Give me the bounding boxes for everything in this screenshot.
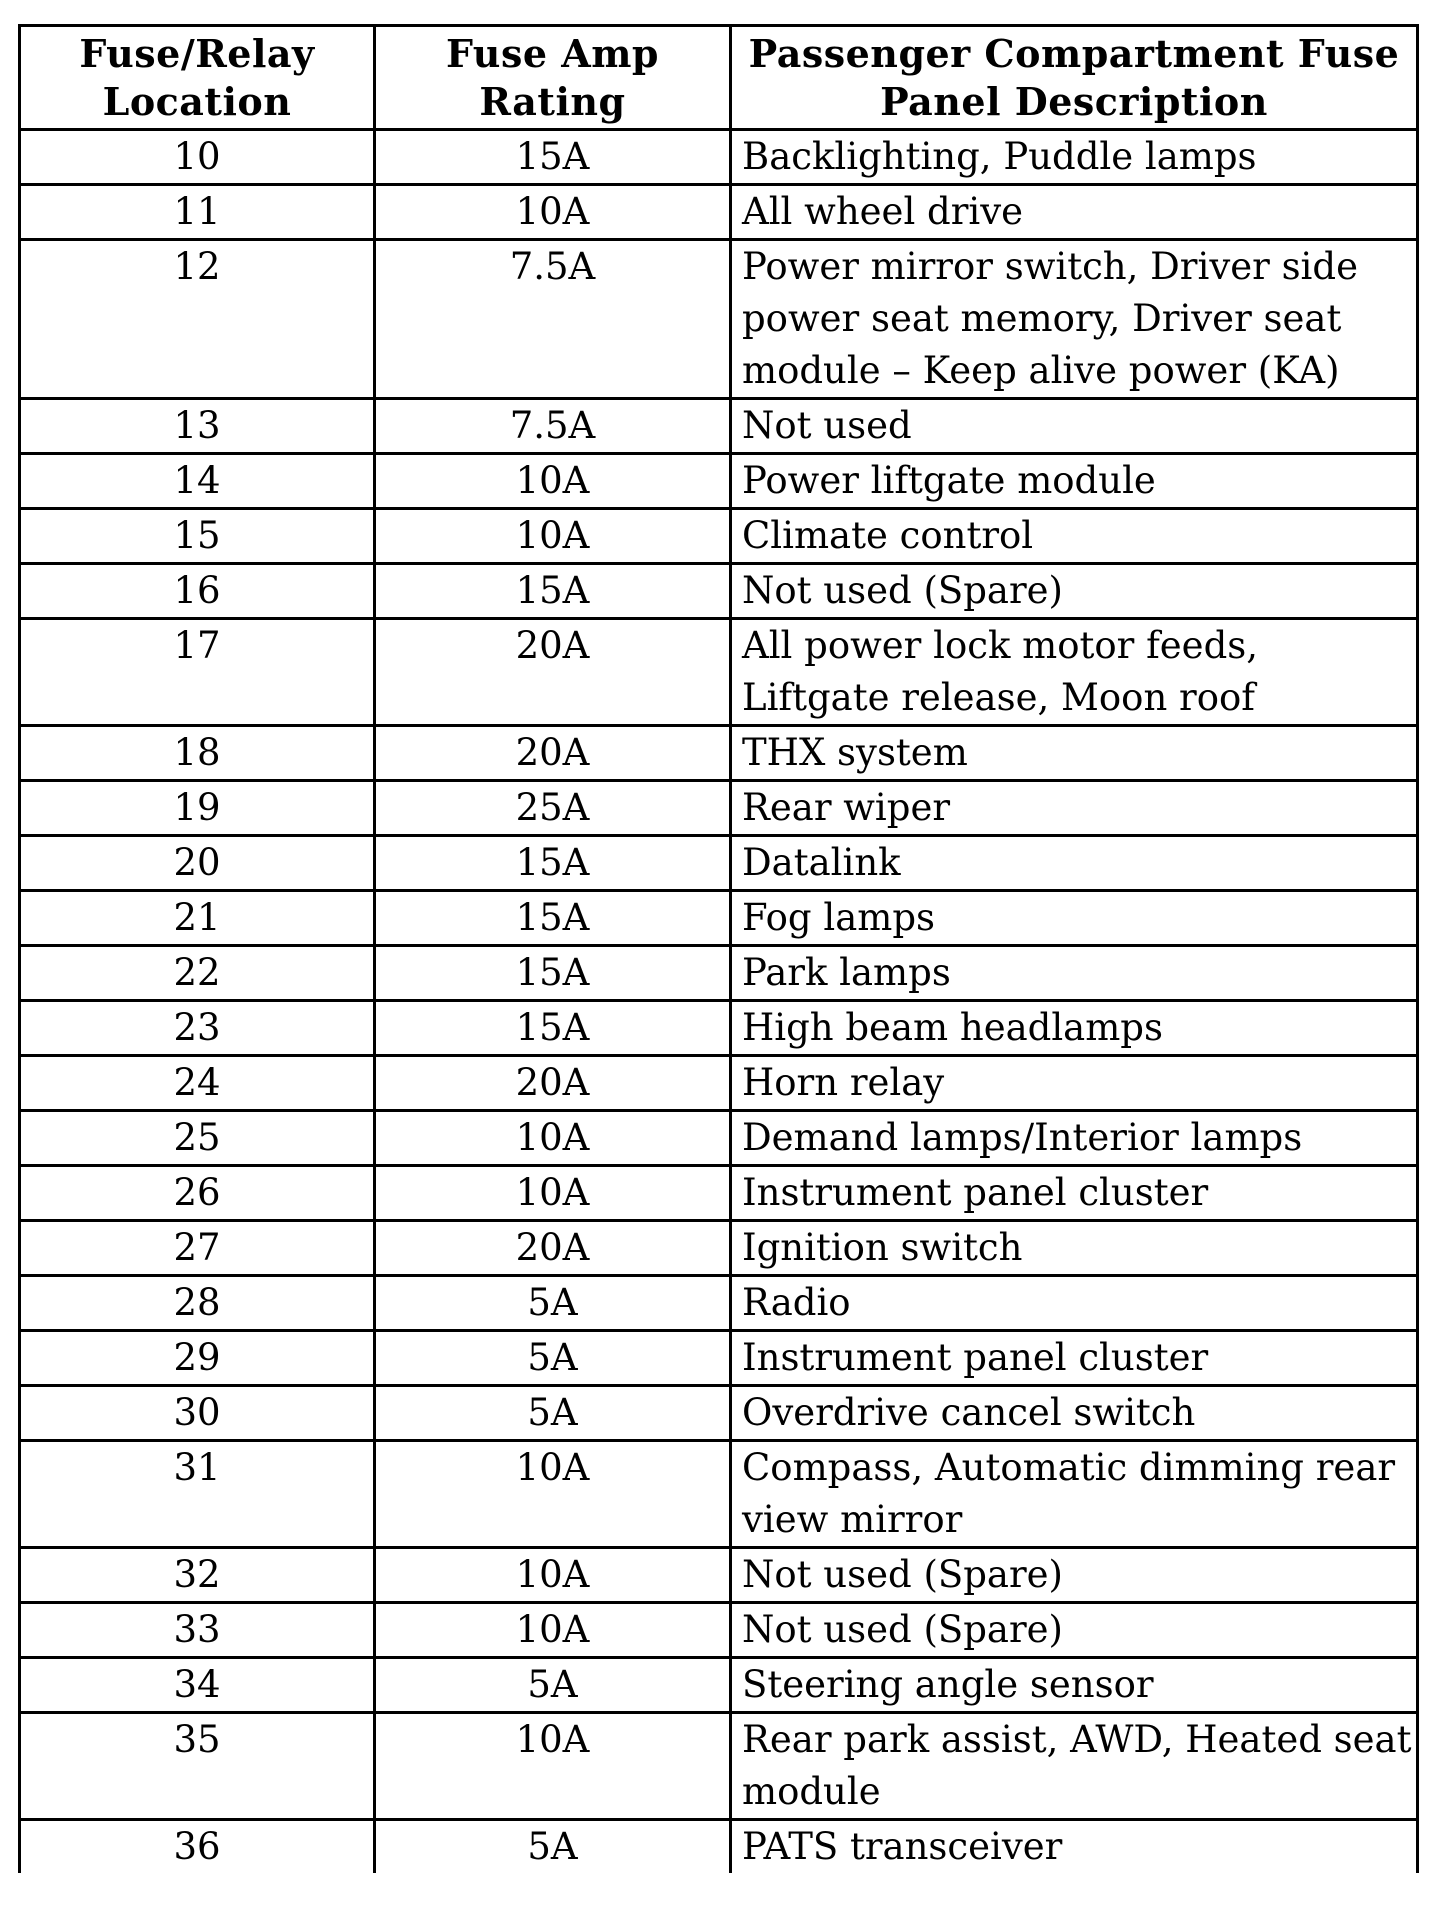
description-cell: Not used: [731, 399, 1418, 454]
description-cell: High beam headlamps: [731, 1001, 1418, 1056]
table-row: [20, 836, 1418, 891]
fuse-location-cell: 20: [20, 836, 375, 891]
description-cell: Climate control: [731, 509, 1418, 564]
description-cell: Datalink: [731, 836, 1418, 891]
description-cell: Overdrive cancel switch: [731, 1386, 1418, 1441]
fuse-location-cell: 28: [20, 1276, 375, 1331]
fuse-location-cell: 36: [20, 1820, 375, 1874]
fuse-location-cell: 26: [20, 1166, 375, 1221]
amp-rating-cell: 10A: [375, 1111, 731, 1166]
amp-rating-cell: 15A: [375, 836, 731, 891]
description-cell: Compass, Automatic dimming rear view mirror: [731, 1441, 1418, 1548]
description-cell: Demand lamps/Interior lamps: [731, 1111, 1418, 1166]
amp-rating-cell: 10A: [375, 509, 731, 564]
amp-rating-cell: 20A: [375, 619, 731, 726]
table-row: [20, 1001, 1418, 1056]
description-cell: Rear park assist, AWD, Heated seat module: [731, 1713, 1418, 1820]
amp-rating-cell: 5A: [375, 1658, 731, 1713]
fuse-location-cell: 13: [20, 399, 375, 454]
description-cell: THX system: [731, 726, 1418, 781]
description-cell: Not used (Spare): [731, 1603, 1418, 1658]
amp-rating-cell: 10A: [375, 454, 731, 509]
fuse-location-cell: 34: [20, 1658, 375, 1713]
amp-rating-cell: 5A: [375, 1331, 731, 1386]
description-cell: PATS transceiver: [731, 1820, 1418, 1874]
fuse-location-cell: 19: [20, 781, 375, 836]
header-amp-rating: Fuse Amp Rating: [375, 26, 731, 130]
fuse-location-cell: 23: [20, 1001, 375, 1056]
table-row: [20, 1441, 1418, 1548]
amp-rating-cell: 15A: [375, 1001, 731, 1056]
amp-rating-cell: 10A: [375, 185, 731, 240]
fuse-location-cell: 11: [20, 185, 375, 240]
description-cell: Instrument panel cluster: [731, 1166, 1418, 1221]
amp-rating-cell: 10A: [375, 1713, 731, 1820]
fuse-location-cell: 35: [20, 1713, 375, 1820]
table-row: [20, 1603, 1418, 1658]
table-row: [20, 891, 1418, 946]
table-row: [20, 564, 1418, 619]
header-row: [20, 26, 1418, 130]
amp-rating-cell: 5A: [375, 1820, 731, 1874]
table-row: [20, 1548, 1418, 1603]
fuse-location-cell: 22: [20, 946, 375, 1001]
fuse-location-cell: 24: [20, 1056, 375, 1111]
table-row: [20, 781, 1418, 836]
header-location: Fuse/Relay Location: [20, 26, 375, 130]
table-row: [20, 1331, 1418, 1386]
table-row: [20, 1166, 1418, 1221]
description-cell: Instrument panel cluster: [731, 1331, 1418, 1386]
amp-rating-cell: 10A: [375, 1166, 731, 1221]
fuse-location-cell: 14: [20, 454, 375, 509]
amp-rating-cell: 25A: [375, 781, 731, 836]
description-cell: Backlighting, Puddle lamps: [731, 130, 1418, 185]
description-cell: Radio: [731, 1276, 1418, 1331]
fuse-location-cell: 15: [20, 509, 375, 564]
table-row: [20, 130, 1418, 185]
amp-rating-cell: 5A: [375, 1386, 731, 1441]
description-cell: Rear wiper: [731, 781, 1418, 836]
table-row: [20, 1111, 1418, 1166]
fuse-location-cell: 17: [20, 619, 375, 726]
fuse-location-cell: 18: [20, 726, 375, 781]
description-cell: Steering angle sensor: [731, 1658, 1418, 1713]
fuse-location-cell: 25: [20, 1111, 375, 1166]
amp-rating-cell: 15A: [375, 946, 731, 1001]
description-cell: Not used (Spare): [731, 564, 1418, 619]
amp-rating-cell: 15A: [375, 891, 731, 946]
fuse-table: [18, 24, 1419, 1873]
amp-rating-cell: 7.5A: [375, 399, 731, 454]
amp-rating-cell: 15A: [375, 130, 731, 185]
table-row: [20, 185, 1418, 240]
table-row: [20, 946, 1418, 1001]
table-row: [20, 1221, 1418, 1276]
table-row: [20, 454, 1418, 509]
table-row: [20, 1658, 1418, 1713]
amp-rating-cell: 15A: [375, 564, 731, 619]
amp-rating-cell: 20A: [375, 726, 731, 781]
fuse-location-cell: 21: [20, 891, 375, 946]
table-row: [20, 1820, 1418, 1874]
header-description: Passenger Compartment Fuse Panel Description: [731, 26, 1418, 130]
fuse-location-cell: 29: [20, 1331, 375, 1386]
description-cell: All wheel drive: [731, 185, 1418, 240]
fuse-location-cell: 33: [20, 1603, 375, 1658]
amp-rating-cell: 10A: [375, 1441, 731, 1548]
description-cell: Power liftgate module: [731, 454, 1418, 509]
fuse-location-cell: 32: [20, 1548, 375, 1603]
table-row: [20, 1713, 1418, 1820]
fuse-location-cell: 30: [20, 1386, 375, 1441]
table-body: [20, 130, 1418, 1874]
fuse-location-cell: 10: [20, 130, 375, 185]
fuse-location-cell: 27: [20, 1221, 375, 1276]
amp-rating-cell: 10A: [375, 1603, 731, 1658]
fuse-location-cell: 16: [20, 564, 375, 619]
table-row: [20, 1386, 1418, 1441]
description-cell: Not used (Spare): [731, 1548, 1418, 1603]
table-row: [20, 509, 1418, 564]
table-row: [20, 726, 1418, 781]
table-row: [20, 240, 1418, 399]
table-row: [20, 399, 1418, 454]
amp-rating-cell: 7.5A: [375, 240, 731, 399]
table-row: [20, 1276, 1418, 1331]
description-cell: Power mirror switch, Driver side power seat memory, Driver seat module – Keep alive power (KA): [731, 240, 1418, 399]
description-cell: Ignition switch: [731, 1221, 1418, 1276]
amp-rating-cell: 10A: [375, 1548, 731, 1603]
description-cell: Horn relay: [731, 1056, 1418, 1111]
description-cell: All power lock motor feeds, Liftgate release, Moon roof: [731, 619, 1418, 726]
description-cell: Fog lamps: [731, 891, 1418, 946]
table-row: [20, 619, 1418, 726]
amp-rating-cell: 5A: [375, 1276, 731, 1331]
amp-rating-cell: 20A: [375, 1221, 731, 1276]
fuse-location-cell: 31: [20, 1441, 375, 1548]
amp-rating-cell: 20A: [375, 1056, 731, 1111]
fuse-location-cell: 12: [20, 240, 375, 399]
description-cell: Park lamps: [731, 946, 1418, 1001]
table-row: [20, 1056, 1418, 1111]
